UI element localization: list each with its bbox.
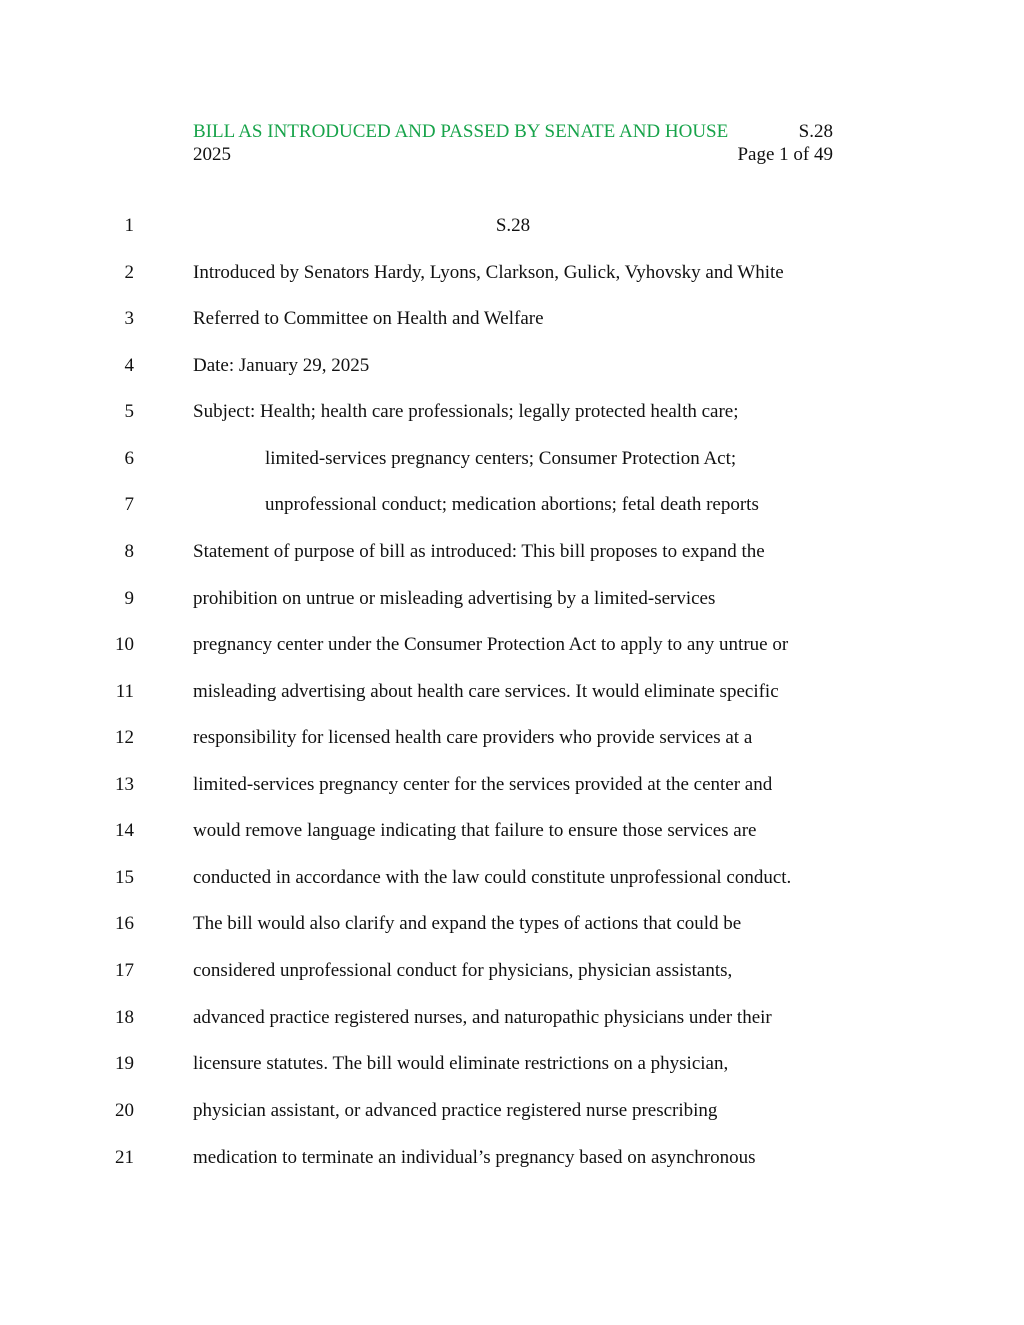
line-number: 20 (115, 1100, 134, 1121)
line-number: 11 (115, 681, 134, 702)
line-text: considered unprofessional conduct for physicians, physician assistants, (193, 960, 733, 981)
line-text: Subject: Health; health care professionals; legally protected health care; (193, 401, 739, 422)
header-row-year (193, 143, 833, 166)
bill-line (0, 537, 1024, 567)
bill-line (0, 351, 1024, 381)
line-text: Introduced by Senators Hardy, Lyons, Clarkson, Gulick, Vyhovsky and White (193, 262, 784, 283)
bill-line (0, 1143, 1024, 1173)
line-text: S.28 (495, 215, 531, 236)
bill-line (0, 258, 1024, 288)
line-number: 12 (115, 727, 134, 748)
bill-line (0, 211, 1024, 241)
bill-line (0, 956, 1024, 986)
line-text: Date: January 29, 2025 (193, 355, 370, 376)
bill-line (0, 490, 1024, 520)
line-number: 2 (124, 262, 134, 283)
page-indicator: Page 1 of 49 (737, 144, 833, 165)
line-number: 17 (115, 960, 134, 981)
bill-line (0, 630, 1024, 660)
line-number: 18 (115, 1007, 134, 1028)
line-number: 13 (115, 774, 134, 795)
line-number: 10 (115, 634, 134, 655)
line-text: The bill would also clarify and expand the types of actions that could be (193, 913, 742, 934)
line-text: Statement of purpose of bill as introduced: This bill proposes to expand the (193, 541, 765, 562)
line-number: 5 (124, 401, 134, 422)
line-number: 8 (124, 541, 134, 562)
bill-line (0, 909, 1024, 939)
document-header (193, 120, 833, 166)
line-text: limited-services pregnancy center for the services provided at the center and (193, 774, 773, 795)
bill-line (0, 444, 1024, 474)
line-text: conducted in accordance with the law could constitute unprofessional conduct. (193, 867, 792, 888)
line-text: limited-services pregnancy centers; Consumer Protection Act; (265, 448, 737, 469)
line-number: 7 (124, 494, 134, 515)
bill-line (0, 584, 1024, 614)
line-text: Referred to Committee on Health and Welfare (193, 308, 544, 329)
bill-line (0, 397, 1024, 427)
line-text: physician assistant, or advanced practice registered nurse prescribing (193, 1100, 718, 1121)
line-text: advanced practice registered nurses, and naturopathic physicians under their (193, 1007, 772, 1028)
line-text: would remove language indicating that failure to ensure those services are (193, 820, 757, 841)
header-row-title (193, 120, 833, 143)
line-number: 6 (124, 448, 134, 469)
line-number: 15 (115, 867, 134, 888)
bill-line (0, 1003, 1024, 1033)
line-number: 14 (115, 820, 134, 841)
line-number: 16 (115, 913, 134, 934)
bill-number: S.28 (798, 121, 833, 142)
bill-line (0, 304, 1024, 334)
bill-line (0, 1096, 1024, 1126)
bill-line (0, 770, 1024, 800)
line-number: 1 (124, 215, 134, 236)
line-text: unprofessional conduct; medication abortions; fetal death reports (265, 494, 759, 515)
line-text: misleading advertising about health care services. It would eliminate specific (193, 681, 779, 702)
bill-line (0, 1049, 1024, 1079)
line-number: 4 (124, 355, 134, 376)
line-number: 9 (124, 588, 134, 609)
line-number: 19 (115, 1053, 134, 1074)
bill-line (0, 677, 1024, 707)
line-text: prohibition on untrue or misleading advertising by a limited-services (193, 588, 716, 609)
line-text: responsibility for licensed health care providers who provide services at a (193, 727, 753, 748)
bill-year: 2025 (193, 144, 231, 165)
line-number: 3 (124, 308, 134, 329)
line-number: 21 (115, 1147, 134, 1168)
bill-line (0, 723, 1024, 753)
line-text: medication to terminate an individual’s pregnancy based on asynchronous (193, 1147, 756, 1168)
bill-line (0, 863, 1024, 893)
bill-line (0, 816, 1024, 846)
bill-title: BILL AS INTRODUCED AND PASSED BY SENATE AND HOUSE (193, 121, 729, 142)
line-text: licensure statutes. The bill would eliminate restrictions on a physician, (193, 1053, 729, 1074)
line-text: pregnancy center under the Consumer Protection Act to apply to any untrue or (193, 634, 789, 655)
